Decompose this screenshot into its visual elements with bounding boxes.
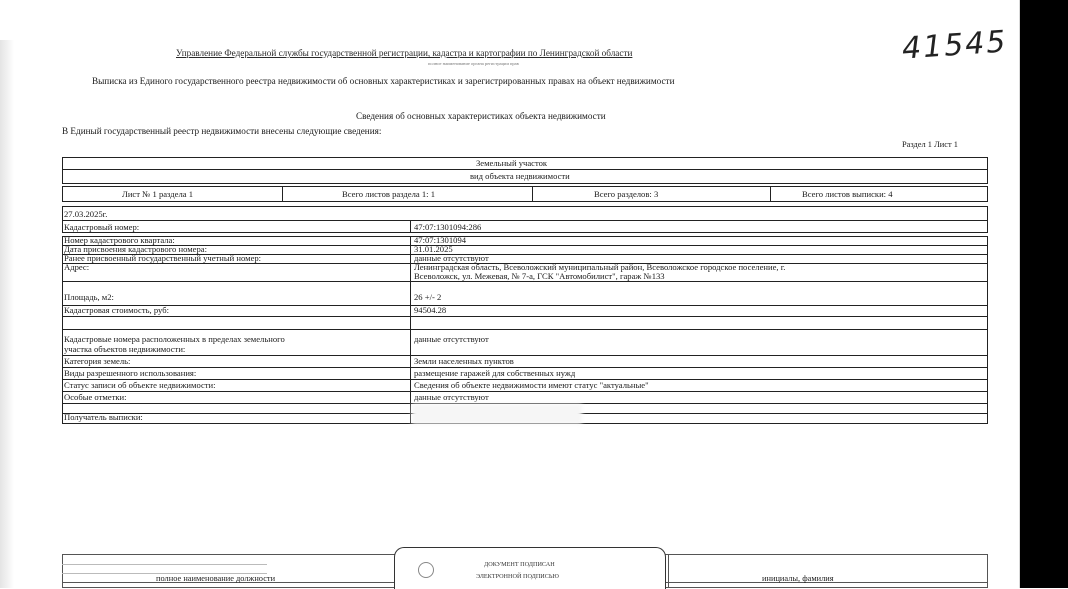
intro-text: В Единый государственный реестр недвижимости внесены следующие сведения: <box>62 126 382 136</box>
row-value-cost: 94504.28 <box>414 306 447 315</box>
total-sections: Всего разделов: 3 <box>594 190 659 199</box>
row-label-address: Адрес: <box>64 263 90 272</box>
row-label-objects-line2: участка объектов недвижимости: <box>64 345 186 354</box>
table-column-divider <box>410 236 411 424</box>
section-sheet: Раздел 1 Лист 1 <box>902 140 958 149</box>
row-value-land-category: Земли населенных пунктов <box>414 357 514 366</box>
row-label-quarter: Номер кадастрового квартала: <box>64 236 175 245</box>
extract-date: 27.03.2025г. <box>64 210 108 219</box>
row-value-address-line2: Всеволожск, ул. Межевая, № 7-а, ГСК "Автомобилист", гараж №133 <box>414 272 665 281</box>
row-value-address-line1: Ленинградская область, Всеволожский муниципальный район, Всеволожское городское поселение, г. <box>414 263 786 272</box>
divider <box>62 379 988 380</box>
row-label-assign-date: Дата присвоения кадастрового номера: <box>64 245 207 254</box>
row-value-previous-number: данные отсутствуют <box>414 254 489 263</box>
divider <box>282 186 283 202</box>
object-type: Земельный участок <box>476 159 548 168</box>
divider <box>62 281 988 282</box>
row-label-special-notes: Особые отметки: <box>64 393 127 402</box>
faded-divider <box>62 564 267 565</box>
divider <box>62 367 988 368</box>
row-value-assign-date: 31.01.2025 <box>414 245 453 254</box>
stamp-line1: ДОКУМЕНТ ПОДПИСАН <box>484 561 555 568</box>
row-label-previous-number: Ранее присвоенный государственный учетный номер: <box>64 254 262 263</box>
row-value-area: 26 +/- 2 <box>414 293 442 302</box>
extract-title: Выписка из Единого государственного реестра недвижимости об основных характеристиках и зарегистрированных правах на объект недвижимости <box>92 76 675 86</box>
initials-caption: инициалы, фамилия <box>762 574 834 583</box>
divider <box>62 169 988 170</box>
object-type-caption: вид объекта недвижимости <box>470 172 570 181</box>
row-label-recipient: Получатель выписки: <box>64 413 143 422</box>
row-value-objects: данные отсутствуют <box>414 335 489 344</box>
row-label-land-category: Категория земель: <box>64 357 131 366</box>
row-value-quarter: 47:07:1301094 <box>414 236 467 245</box>
row-label-area: Площадь, м2: <box>64 293 114 302</box>
emblem-icon <box>418 562 434 578</box>
divider <box>770 186 771 202</box>
divider <box>410 220 411 233</box>
handwritten-number: 41545 <box>900 24 1009 67</box>
row-label-cost: Кадастровая стоимость, руб: <box>64 306 169 315</box>
divider <box>532 186 533 202</box>
organization-name: Управление Федеральной службы государственной регистрации, кадастра и картографии по Ленинградской области <box>176 48 633 58</box>
row-value-record-status: Сведения об объекте недвижимости имеют статус "актуальные" <box>414 381 649 390</box>
total-sheets-section: Всего листов раздела 1: 1 <box>342 190 435 199</box>
e-signature-stamp <box>394 547 666 589</box>
row-label-permitted-use: Виды разрешенного использования: <box>64 369 197 378</box>
divider <box>62 355 988 356</box>
divider <box>62 391 988 392</box>
divider <box>62 316 988 317</box>
cadastral-number-value: 47:07:1301094:286 <box>414 223 482 232</box>
scan-shadow <box>0 40 14 588</box>
divider <box>62 329 988 330</box>
divider <box>668 554 669 588</box>
position-caption: полное наименование должности <box>156 574 276 583</box>
divider <box>62 305 988 306</box>
redacted-area <box>412 404 582 424</box>
row-label-record-status: Статус записи об объекте недвижимости: <box>64 381 216 390</box>
row-label-objects-line1: Кадастровые номера расположенных в пределах земельного <box>64 335 285 344</box>
row-value-permitted-use: размещение гаражей для собственных нужд <box>414 369 576 378</box>
scan-border <box>1020 0 1068 588</box>
total-sheets-extract: Всего листов выписки: 4 <box>802 190 893 199</box>
stamp-line2: ЭЛЕКТРОННОЙ ПОДПИСЬЮ <box>476 573 559 580</box>
divider <box>62 220 988 221</box>
organization-caption: полное наименование органа регистрации прав <box>428 61 519 66</box>
section-title: Сведения об основных характеристиках объекта недвижимости <box>356 111 606 121</box>
row-value-special-notes: данные отсутствуют <box>414 393 489 402</box>
sheet-number: Лист № 1 раздела 1 <box>122 190 194 199</box>
cadastral-number-label: Кадастровый номер: <box>64 223 140 232</box>
